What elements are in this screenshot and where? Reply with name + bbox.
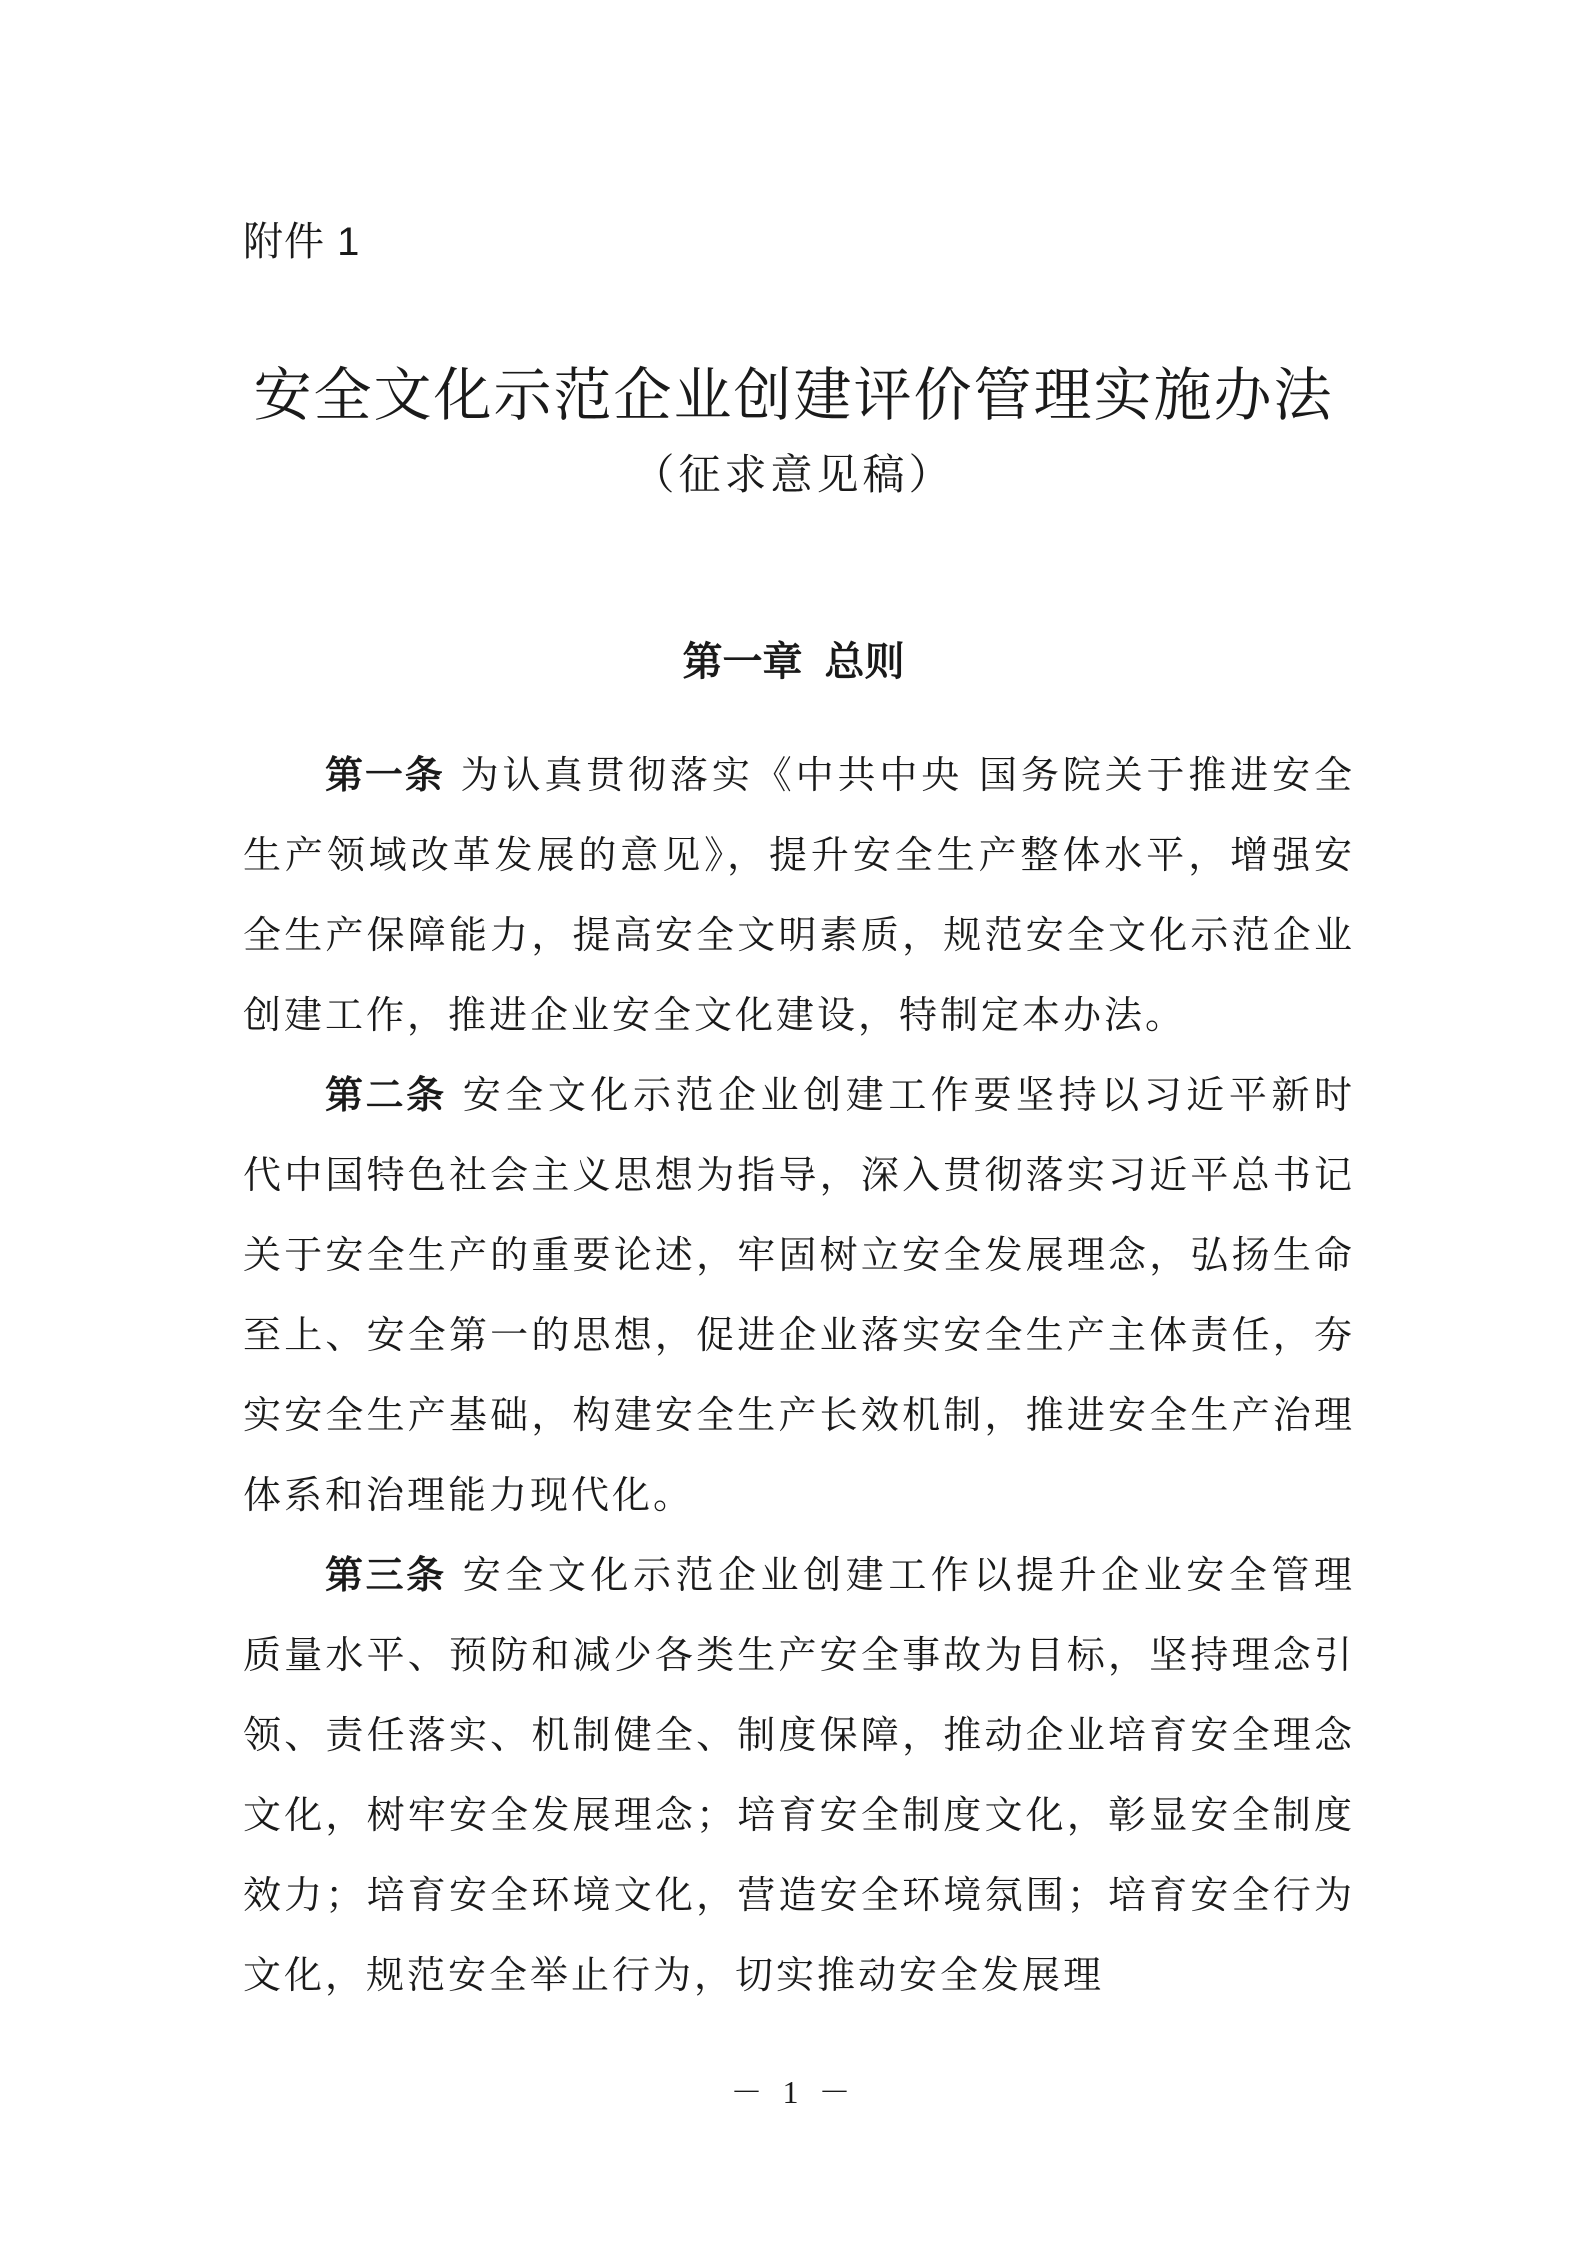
article-number: 第二条 — [325, 1073, 447, 1117]
chapter-heading — [0, 632, 1587, 692]
article-number: 第一条 — [325, 753, 445, 797]
attachment-label: 附件 1 — [243, 220, 361, 264]
document-body — [243, 735, 1355, 2015]
article-paragraph — [243, 1535, 1355, 2015]
article-number: 第三条 — [325, 1553, 447, 1597]
chapter-number: 第一章 — [682, 639, 803, 685]
chapter-title: 总则 — [824, 639, 905, 685]
article-paragraph — [243, 735, 1355, 1055]
document-subtitle: （征求意见稿） — [632, 450, 955, 499]
page-number: － 1 － — [730, 2074, 857, 2110]
article-text: 为认真贯彻落实《中共中央 国务院关于推进安全生产领域改革发展的意见》，提升安全生产整体水平，增强安全生产保障能力，提高安全文明素质，规范安全文化示范企业创建工作，推进企业安全文化建设，特制定本办法。 — [243, 753, 1355, 1037]
article-text: 安全文化示范企业创建工作以提升企业安全管理质量水平、预防和减少各类生产安全事故为目标，坚持理念引领、责任落实、机制健全、制度保障，推动企业培育安全理念文化，树牢安全发展理念；培育安全制度文化，彰显安全制度效力；培育安全环境文化，营造安全环境氛围；培育安全行为文化，规范安全举止行为，切实推动安全发展理 — [243, 1553, 1355, 1997]
article-text: 安全文化示范企业创建工作要坚持以习近平新时代中国特色社会主义思想为指导，深入贯彻落实习近平总书记关于安全生产的重要论述，牢固树立安全发展理念，弘扬生命至上、安全第一的思想，促进企业落实安全生产主体责任，夯实安全生产基础，构建安全生产长效机制，推进安全生产治理体系和治理能力现代化。 — [243, 1073, 1355, 1517]
article-paragraph — [243, 1055, 1355, 1535]
document-title: 安全文化示范企业创建评价管理实施办法 — [253, 361, 1334, 429]
